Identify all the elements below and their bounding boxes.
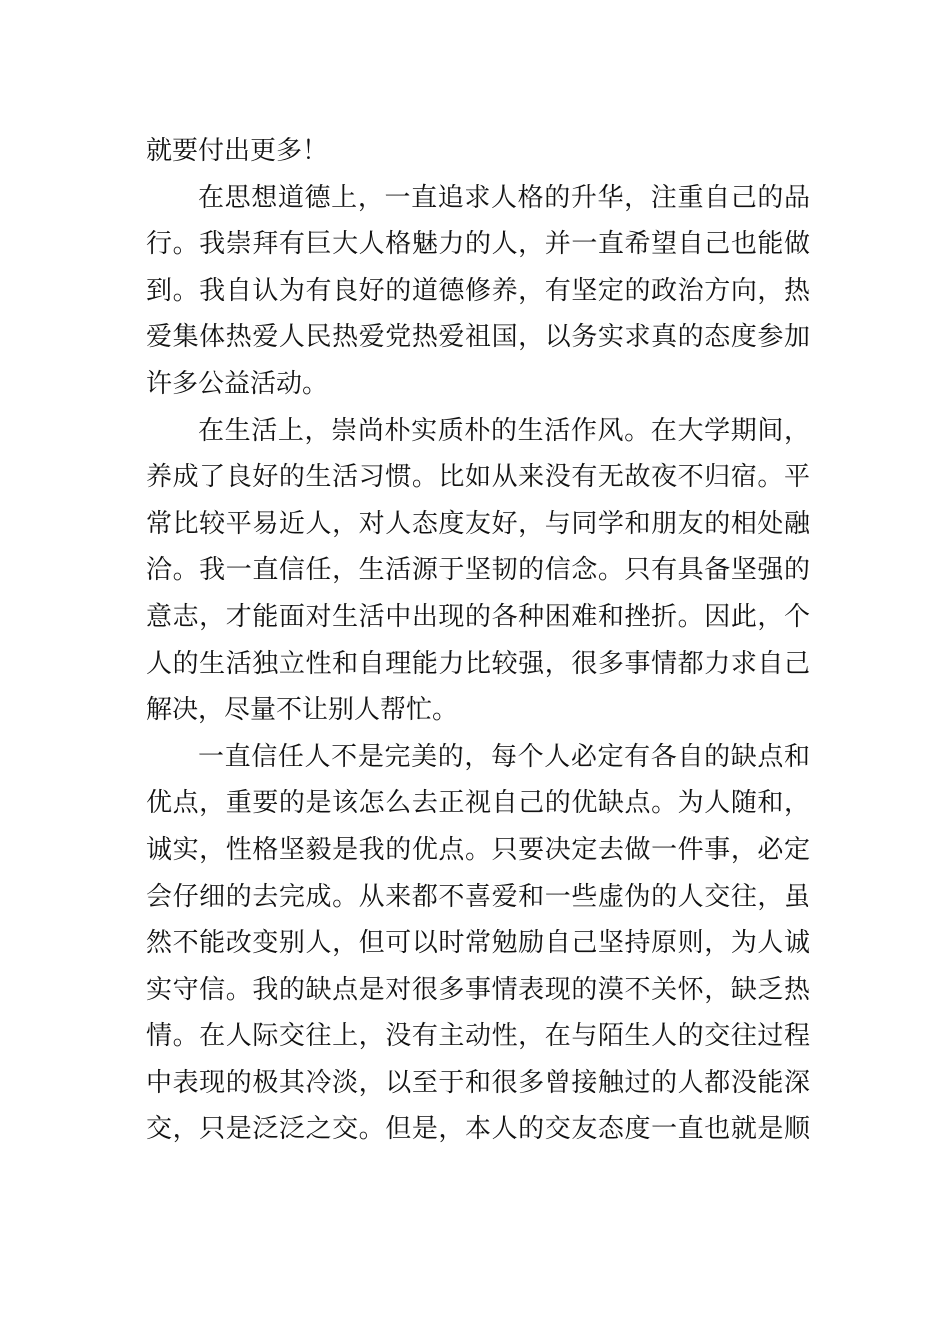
text-line: 诚实，性格坚毅是我的优点。只要决定去做一件事，必定 bbox=[146, 834, 810, 865]
text-line: 意志，才能面对生活中出现的各种困难和挫折。因此，个 bbox=[146, 601, 810, 632]
text-line: 在思想道德上，一直追求人格的升华，注重自己的品 bbox=[198, 182, 810, 213]
text-line: 爱集体热爱人民热爱党热爱祖国，以务实求真的态度参加 bbox=[146, 322, 810, 353]
text-line: 然不能改变别人，但可以时常勉励自己坚持原则，为人诚 bbox=[146, 928, 810, 959]
text-line: 中表现的极其冷淡，以至于和很多曾接触过的人都没能深 bbox=[146, 1067, 810, 1098]
text-line: 养成了良好的生活习惯。比如从来没有无故夜不归宿。平 bbox=[146, 462, 810, 493]
text-line: 洽。我一直信任，生活源于坚韧的信念。只有具备坚强的 bbox=[146, 555, 810, 586]
text-line: 会仔细的去完成。从来都不喜爱和一些虚伪的人交往，虽 bbox=[146, 881, 810, 912]
text-line: 到。我自认为有良好的道德修养，有坚定的政治方向，热 bbox=[146, 275, 810, 306]
text-line: 解决，尽量不让别人帮忙。 bbox=[146, 695, 459, 726]
text-line: 常比较平易近人，对人态度友好，与同学和朋友的相处融 bbox=[146, 508, 810, 539]
text-line: 在生活上，崇尚朴实质朴的生活作风。在大学期间， bbox=[198, 415, 810, 446]
text-line: 一直信任人不是完美的，每个人必定有各自的缺点和 bbox=[198, 741, 810, 772]
text-line: 人的生活独立性和自理能力比较强，很多事情都力求自己 bbox=[146, 648, 810, 679]
text-line: 优点，重要的是该怎么去正视自己的优缺点。为人随和， bbox=[146, 788, 810, 819]
text-line: 情。在人际交往上，没有主动性，在与陌生人的交往过程 bbox=[146, 1021, 810, 1052]
text-line: 许多公益活动。 bbox=[146, 368, 329, 399]
text-line: 交，只是泛泛之交。但是，本人的交友态度一直也就是顺 bbox=[146, 1114, 810, 1145]
text-line: 行。我崇拜有巨大人格魅力的人，并一直希望自己也能做 bbox=[146, 229, 810, 260]
text-line: 就要付出更多！ bbox=[146, 136, 329, 166]
body-text bbox=[146, 128, 810, 1153]
text-line: 实守信。我的缺点是对很多事情表现的漠不关怀，缺乏热 bbox=[146, 974, 810, 1005]
